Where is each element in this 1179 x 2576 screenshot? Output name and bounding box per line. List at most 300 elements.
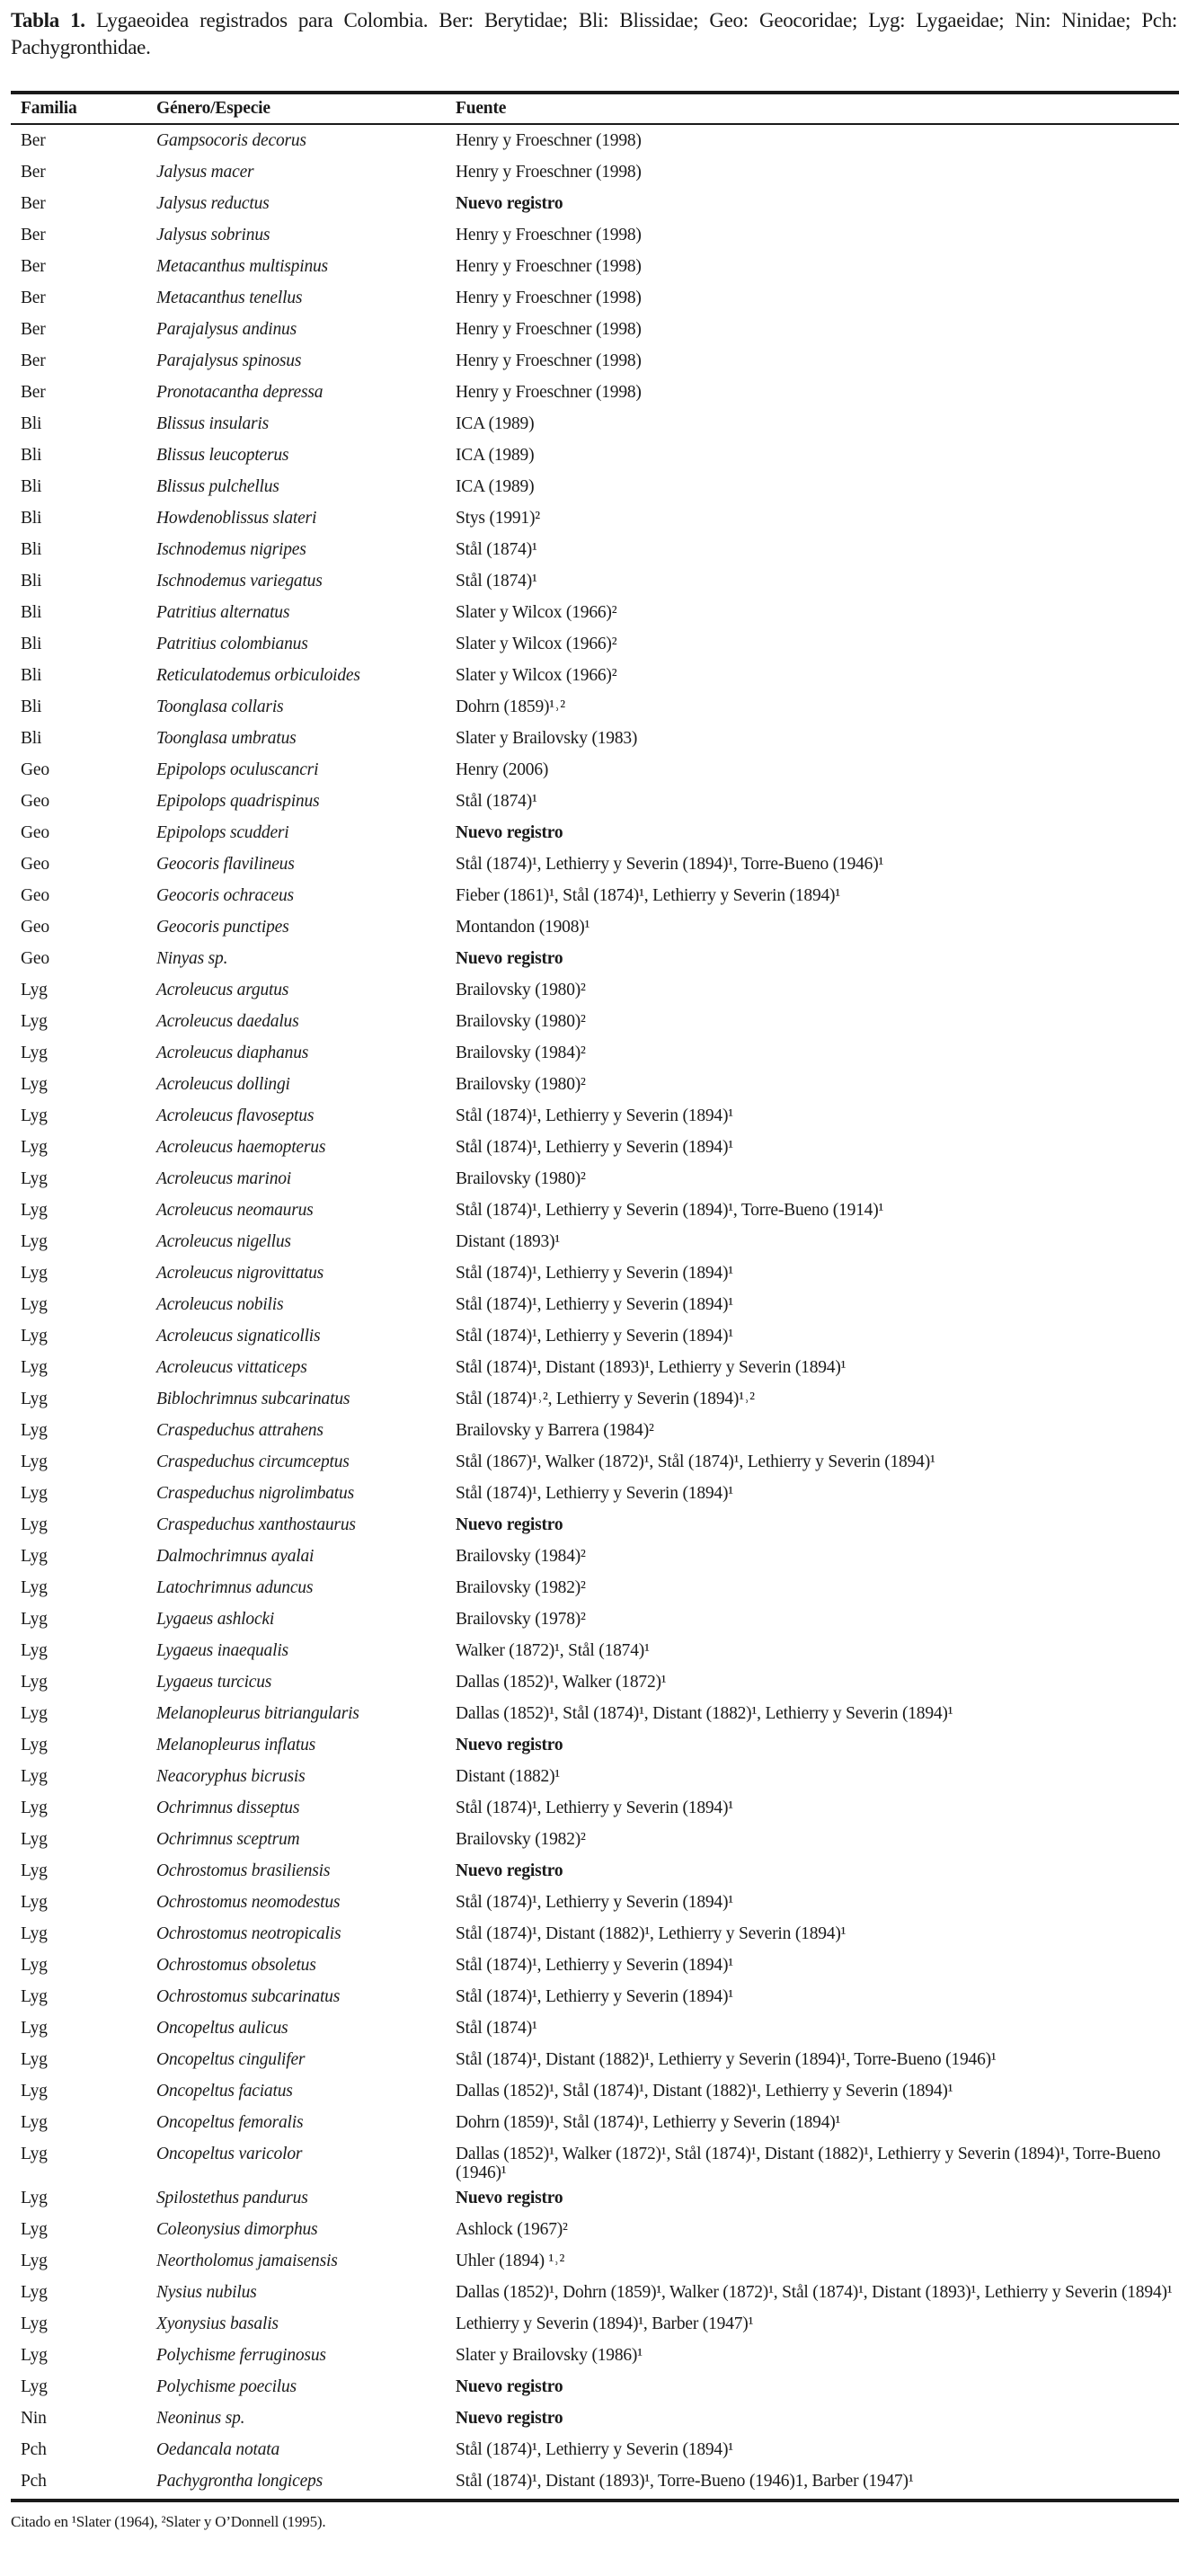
table-row xyxy=(11,2277,1179,2308)
fuente-cell: Brailovsky (1984)² xyxy=(456,1044,586,1062)
fuente-cell: Walker (1872)¹, Stål (1874)¹ xyxy=(456,1641,650,1660)
familia-cell: Bli xyxy=(21,666,42,685)
table-row xyxy=(11,660,1179,691)
species-cell: Geocoris punctipes xyxy=(156,918,289,937)
familia-cell: Lyg xyxy=(21,2346,48,2365)
table-row xyxy=(11,502,1179,534)
table-row xyxy=(11,2012,1179,2044)
species-cell: Ochrostomus brasiliensis xyxy=(156,1861,331,1880)
fuente-cell: Dallas (1852)¹, Dohrn (1859)¹, Walker (1872)¹, Stål (1874)¹, Distant (1893)¹, Lethierry y Severin (1894)¹ xyxy=(456,2283,1173,2302)
species-cell: Neortholomus jamaisensis xyxy=(156,2252,338,2270)
header-genero-especie: Género/Especie xyxy=(156,99,270,118)
familia-cell: Lyg xyxy=(21,2252,48,2270)
species-cell: Ochrimnus disseptus xyxy=(156,1799,300,1817)
species-cell: Ischnodemus variegatus xyxy=(156,572,323,591)
familia-cell: Lyg xyxy=(21,1358,48,1377)
table-row xyxy=(11,2044,1179,2075)
fuente-cell: Stål (1867)¹, Walker (1872)¹, Stål (1874)¹, Lethierry y Severin (1894)¹ xyxy=(456,1452,935,1471)
familia-cell: Bli xyxy=(21,635,42,653)
species-cell: Oncopeltus femoralis xyxy=(156,2113,304,2132)
familia-cell: Lyg xyxy=(21,2189,48,2207)
fuente-cell: Brailovsky (1984)² xyxy=(456,1547,586,1566)
familia-cell: Lyg xyxy=(21,1893,48,1912)
species-cell: Metacanthus multispinus xyxy=(156,257,328,276)
species-cell: Blissus pulchellus xyxy=(156,477,279,496)
fuente-cell: Dallas (1852)¹, Stål (1874)¹, Distant (1882)¹, Lethierry y Severin (1894)¹ xyxy=(456,2082,953,2101)
table-row xyxy=(11,314,1179,345)
familia-cell: Geo xyxy=(21,792,49,811)
familia-cell: Lyg xyxy=(21,1452,48,1471)
species-cell: Ninyas sp. xyxy=(156,949,228,968)
fuente-cell: Stys (1991)² xyxy=(456,509,540,528)
table-row xyxy=(11,1918,1179,1950)
species-cell: Acroleucus flavoseptus xyxy=(156,1106,315,1125)
familia-cell: Lyg xyxy=(21,1830,48,1849)
table-row xyxy=(11,156,1179,188)
species-cell: Epipolops scudderi xyxy=(156,823,289,842)
fuente-cell: Stål (1874)¹, Lethierry y Severin (1894)¹ xyxy=(456,1327,733,1346)
table-row xyxy=(11,2340,1179,2371)
species-cell: Spilostethus pandurus xyxy=(156,2189,308,2207)
table-row xyxy=(11,1509,1179,1541)
fuente-cell: Stål (1874)¹, Lethierry y Severin (1894)¹ xyxy=(456,1893,733,1912)
familia-cell: Lyg xyxy=(21,1012,48,1031)
fuente-cell: Brailovsky (1982)² xyxy=(456,1830,586,1849)
fuente-cell: Stål (1874)¹, Lethierry y Severin (1894)¹ xyxy=(456,1264,733,1283)
fuente-cell: Henry y Froeschner (1998) xyxy=(456,289,642,307)
familia-cell: Lyg xyxy=(21,1232,48,1251)
table-row xyxy=(11,2245,1179,2277)
familia-cell: Lyg xyxy=(21,1956,48,1975)
species-cell: Lygaeus turcicus xyxy=(156,1673,272,1692)
familia-cell: Lyg xyxy=(21,1201,48,1220)
fuente-cell: Stål (1874)¹ xyxy=(456,540,537,559)
table-body xyxy=(11,125,1179,2497)
familia-cell: Lyg xyxy=(21,1987,48,2006)
species-cell: Blissus insularis xyxy=(156,414,270,433)
species-cell: Acroleucus marinoi xyxy=(156,1169,292,1188)
table-row xyxy=(11,1635,1179,1666)
fuente-cell: Dallas (1852)¹, Stål (1874)¹, Distant (1882)¹, Lethierry y Severin (1894)¹ xyxy=(456,1704,953,1723)
species-table xyxy=(11,91,1179,2531)
species-cell: Acroleucus nigrovittatus xyxy=(156,1264,324,1283)
familia-cell: Lyg xyxy=(21,1327,48,1346)
species-cell: Polychisme poecilus xyxy=(156,2377,297,2396)
species-cell: Melanopleurus inflatus xyxy=(156,1736,316,1754)
species-cell: Craspeduchus attrahens xyxy=(156,1421,324,1440)
table-row xyxy=(11,2214,1179,2245)
table-row xyxy=(11,1257,1179,1289)
familia-cell: Ber xyxy=(21,320,46,339)
fuente-cell: Nuevo registro xyxy=(456,1515,563,1534)
species-cell: Blissus leucopterus xyxy=(156,446,289,465)
fuente-cell: Distant (1893)¹ xyxy=(456,1232,561,1251)
familia-cell: Lyg xyxy=(21,1106,48,1125)
species-cell: Geocoris ochraceus xyxy=(156,886,294,905)
fuente-cell: Slater y Brailovsky (1986)¹ xyxy=(456,2346,643,2365)
familia-cell: Lyg xyxy=(21,2145,48,2163)
table-row xyxy=(11,345,1179,377)
fuente-cell: Nuevo registro xyxy=(456,823,563,842)
table-row xyxy=(11,1226,1179,1257)
table-row xyxy=(11,1289,1179,1320)
fuente-cell: Fieber (1861)¹, Stål (1874)¹, Lethierry y Severin (1894)¹ xyxy=(456,886,840,905)
table-row xyxy=(11,1383,1179,1415)
species-cell: Polychisme ferruginosus xyxy=(156,2346,326,2365)
familia-cell: Lyg xyxy=(21,1169,48,1188)
species-cell: Patritius alternatus xyxy=(156,603,290,622)
fuente-cell: Nuevo registro xyxy=(456,1736,563,1754)
table-row xyxy=(11,2107,1179,2138)
species-cell: Ochrostomus neotropicalis xyxy=(156,1924,341,1943)
fuente-cell: ICA (1989) xyxy=(456,414,535,433)
fuente-cell: Stål (1874)¹ xyxy=(456,572,537,591)
species-cell: Neoninus sp. xyxy=(156,2409,245,2428)
familia-cell: Ber xyxy=(21,131,46,150)
fuente-cell: Henry y Froeschner (1998) xyxy=(456,226,642,244)
familia-cell: Lyg xyxy=(21,981,48,999)
table-row xyxy=(11,880,1179,911)
species-cell: Oedancala notata xyxy=(156,2440,280,2459)
table-row xyxy=(11,2075,1179,2107)
table-row xyxy=(11,1478,1179,1509)
familia-cell: Ber xyxy=(21,226,46,244)
fuente-cell: Henry y Froeschner (1998) xyxy=(456,257,642,276)
familia-cell: Geo xyxy=(21,918,49,937)
fuente-cell: Stål (1874)¹, Lethierry y Severin (1894)¹ xyxy=(456,1484,733,1503)
table-row xyxy=(11,1352,1179,1383)
species-cell: Acroleucus signaticollis xyxy=(156,1327,321,1346)
table-footnote: Citado en ¹Slater (1964), ²Slater y O’Donnell (1995). xyxy=(11,2513,326,2530)
table-row xyxy=(11,2403,1179,2434)
fuente-cell: Stål (1874)¹, Lethierry y Severin (1894)¹, Torre-Bueno (1946)¹ xyxy=(456,855,884,874)
familia-cell: Lyg xyxy=(21,1484,48,1503)
species-cell: Oncopeltus aulicus xyxy=(156,2019,288,2038)
species-cell: Craspeduchus circumceptus xyxy=(156,1452,350,1471)
table-row xyxy=(11,440,1179,471)
familia-cell: Lyg xyxy=(21,1861,48,1880)
fuente-cell: Nuevo registro xyxy=(456,2409,563,2428)
species-cell: Lygaeus inaequalis xyxy=(156,1641,288,1660)
familia-cell: Ber xyxy=(21,289,46,307)
fuente-cell: Slater y Wilcox (1966)² xyxy=(456,603,617,622)
species-cell: Pronotacantha depressa xyxy=(156,383,324,402)
fuente-cell: ICA (1989) xyxy=(456,446,535,465)
fuente-cell: Stål (1874)¹, Distant (1893)¹, Torre-Bueno (1946)1, Barber (1947)¹ xyxy=(456,2472,914,2491)
familia-cell: Lyg xyxy=(21,1578,48,1597)
table-row xyxy=(11,723,1179,754)
table-row xyxy=(11,2182,1179,2214)
species-cell: Oncopeltus varicolor xyxy=(156,2145,303,2163)
fuente-cell: Henry y Froeschner (1998) xyxy=(456,163,642,182)
fuente-cell: Uhler (1894) ¹˒² xyxy=(456,2252,565,2270)
species-cell: Dalmochrimnus ayalai xyxy=(156,1547,315,1566)
table-row xyxy=(11,219,1179,251)
fuente-cell: Stål (1874)¹, Lethierry y Severin (1894)¹, Torre-Bueno (1914)¹ xyxy=(456,1201,884,1220)
table-row xyxy=(11,565,1179,597)
table-row xyxy=(11,1887,1179,1918)
table-row xyxy=(11,2308,1179,2340)
fuente-cell: Dallas (1852)¹, Walker (1872)¹, Stål (1874)¹, Distant (1882)¹, Lethierry y Severin (1894)¹, Torre-Bueno (1946)¹ xyxy=(456,2145,1161,2182)
species-cell: Ochrimnus sceptrum xyxy=(156,1830,300,1849)
table-row xyxy=(11,1163,1179,1195)
table-row xyxy=(11,974,1179,1006)
familia-cell: Lyg xyxy=(21,1610,48,1629)
table-row xyxy=(11,691,1179,723)
fuente-cell: Stål (1874)¹, Lethierry y Severin (1894)¹ xyxy=(456,1987,733,2006)
fuente-cell: Dallas (1852)¹, Walker (1872)¹ xyxy=(456,1673,667,1692)
familia-cell: Lyg xyxy=(21,2220,48,2239)
header-familia: Familia xyxy=(21,99,77,118)
species-cell: Reticulatodemus orbiculoides xyxy=(156,666,360,685)
familia-cell: Ber xyxy=(21,257,46,276)
familia-cell: Lyg xyxy=(21,1421,48,1440)
table-row xyxy=(11,1792,1179,1824)
table-caption xyxy=(11,7,1177,61)
fuente-cell: Nuevo registro xyxy=(456,1861,563,1880)
familia-cell: Geo xyxy=(21,855,49,874)
familia-cell: Lyg xyxy=(21,2283,48,2302)
table-row xyxy=(11,1698,1179,1729)
fuente-cell: Lethierry y Severin (1894)¹, Barber (1947)¹ xyxy=(456,2314,754,2333)
species-cell: Geocoris flavilineus xyxy=(156,855,295,874)
fuente-cell: Stål (1874)¹˒², Lethierry y Severin (1894)¹˒² xyxy=(456,1390,755,1408)
familia-cell: Lyg xyxy=(21,2019,48,2038)
fuente-cell: Distant (1882)¹ xyxy=(456,1767,561,1786)
species-cell: Gampsocoris decorus xyxy=(156,131,306,150)
table-row xyxy=(11,943,1179,974)
familia-cell: Lyg xyxy=(21,1044,48,1062)
familia-cell: Lyg xyxy=(21,2113,48,2132)
fuente-cell: Stål (1874)¹, Lethierry y Severin (1894)¹ xyxy=(456,1138,733,1157)
species-cell: Pachygrontha longiceps xyxy=(156,2472,323,2491)
fuente-cell: Brailovsky (1980)² xyxy=(456,1012,586,1031)
familia-cell: Lyg xyxy=(21,1547,48,1566)
table-row xyxy=(11,2434,1179,2465)
familia-cell: Ber xyxy=(21,383,46,402)
fuente-cell: Slater y Wilcox (1966)² xyxy=(456,635,617,653)
familia-cell: Lyg xyxy=(21,2314,48,2333)
fuente-cell: Dohrn (1859)¹, Stål (1874)¹, Lethierry y Severin (1894)¹ xyxy=(456,2113,841,2132)
table-row xyxy=(11,1446,1179,1478)
table-row xyxy=(11,1037,1179,1069)
familia-cell: Pch xyxy=(21,2472,47,2491)
table-row xyxy=(11,377,1179,408)
species-cell: Lygaeus ashlocki xyxy=(156,1610,275,1629)
species-cell: Acroleucus nobilis xyxy=(156,1295,284,1314)
table-row xyxy=(11,911,1179,943)
species-cell: Coleonysius dimorphus xyxy=(156,2220,318,2239)
header-fuente: Fuente xyxy=(456,99,507,118)
fuente-cell: Stål (1874)¹ xyxy=(456,792,537,811)
familia-cell: Lyg xyxy=(21,2050,48,2069)
fuente-cell: Nuevo registro xyxy=(456,194,563,213)
species-cell: Jalysus sobrinus xyxy=(156,226,270,244)
table-row xyxy=(11,1950,1179,1981)
table-row xyxy=(11,628,1179,660)
table-row xyxy=(11,1006,1179,1037)
fuente-cell: Henry y Froeschner (1998) xyxy=(456,383,642,402)
species-cell: Acroleucus diaphanus xyxy=(156,1044,309,1062)
familia-cell: Lyg xyxy=(21,1767,48,1786)
species-cell: Epipolops quadrispinus xyxy=(156,792,320,811)
species-cell: Parajalysus andinus xyxy=(156,320,297,339)
species-cell: Acroleucus daedalus xyxy=(156,1012,299,1031)
fuente-cell: Henry (2006) xyxy=(456,760,549,779)
familia-cell: Lyg xyxy=(21,1673,48,1692)
fuente-cell: Henry y Froeschner (1998) xyxy=(456,320,642,339)
species-cell: Jalysus macer xyxy=(156,163,254,182)
species-cell: Jalysus reductus xyxy=(156,194,270,213)
familia-cell: Bli xyxy=(21,729,42,748)
species-cell: Acroleucus nigellus xyxy=(156,1232,291,1251)
fuente-cell: Stål (1874)¹, Lethierry y Severin (1894)¹ xyxy=(456,2440,733,2459)
species-cell: Ochrostomus subcarinatus xyxy=(156,1987,341,2006)
table-row xyxy=(11,597,1179,628)
species-cell: Nysius nubilus xyxy=(156,2283,257,2302)
species-cell: Metacanthus tenellus xyxy=(156,289,303,307)
species-cell: Latochrimnus aduncus xyxy=(156,1578,314,1597)
fuente-cell: Stål (1874)¹, Lethierry y Severin (1894)¹ xyxy=(456,1106,733,1125)
fuente-cell: Brailovsky (1978)² xyxy=(456,1610,586,1629)
fuente-cell: Henry y Froeschner (1998) xyxy=(456,131,642,150)
species-cell: Acroleucus haemopterus xyxy=(156,1138,326,1157)
fuente-cell: Montandon (1908)¹ xyxy=(456,918,590,937)
familia-cell: Pch xyxy=(21,2440,47,2459)
table-row xyxy=(11,1320,1179,1352)
species-cell: Acroleucus argutus xyxy=(156,981,289,999)
species-cell: Acroleucus vittaticeps xyxy=(156,1358,307,1377)
table-row xyxy=(11,125,1179,156)
fuente-cell: Brailovsky (1980)² xyxy=(456,981,586,999)
familia-cell: Lyg xyxy=(21,1264,48,1283)
species-cell: Ochrostomus obsoletus xyxy=(156,1956,316,1975)
species-cell: Ischnodemus nigripes xyxy=(156,540,306,559)
table-row xyxy=(11,848,1179,880)
table-row xyxy=(11,1981,1179,2012)
species-cell: Biblochrimnus subcarinatus xyxy=(156,1390,350,1408)
species-cell: Parajalysus spinosus xyxy=(156,351,302,370)
familia-cell: Lyg xyxy=(21,1799,48,1817)
table-row xyxy=(11,282,1179,314)
species-cell: Acroleucus neomaurus xyxy=(156,1201,314,1220)
familia-cell: Lyg xyxy=(21,1924,48,1943)
species-cell: Oncopeltus faciatus xyxy=(156,2082,293,2101)
familia-cell: Bli xyxy=(21,446,42,465)
familia-cell: Bli xyxy=(21,414,42,433)
fuente-cell: Nuevo registro xyxy=(456,949,563,968)
fuente-cell: Nuevo registro xyxy=(456,2377,563,2396)
table-row xyxy=(11,817,1179,848)
table-row xyxy=(11,1415,1179,1446)
table-row xyxy=(11,1729,1179,1761)
table-row xyxy=(11,786,1179,817)
fuente-cell: Dohrn (1859)¹˒² xyxy=(456,697,565,716)
familia-cell: Lyg xyxy=(21,1390,48,1408)
fuente-cell: Stål (1874)¹, Distant (1893)¹, Lethierry y Severin (1894)¹ xyxy=(456,1358,847,1377)
familia-cell: Bli xyxy=(21,540,42,559)
species-cell: Craspeduchus xanthostaurus xyxy=(156,1515,356,1534)
familia-cell: Lyg xyxy=(21,1295,48,1314)
fuente-cell: Stål (1874)¹, Distant (1882)¹, Lethierry y Severin (1894)¹ xyxy=(456,1924,847,1943)
table-row xyxy=(11,251,1179,282)
table-row xyxy=(11,188,1179,219)
familia-cell: Lyg xyxy=(21,2082,48,2101)
familia-cell: Lyg xyxy=(21,1515,48,1534)
table-row xyxy=(11,1069,1179,1100)
fuente-cell: Stål (1874)¹, Distant (1882)¹, Lethierry y Severin (1894)¹, Torre-Bueno (1946)¹ xyxy=(456,2050,997,2069)
familia-cell: Lyg xyxy=(21,1138,48,1157)
species-cell: Ochrostomus neomodestus xyxy=(156,1893,341,1912)
species-cell: Craspeduchus nigrolimbatus xyxy=(156,1484,354,1503)
familia-cell: Ber xyxy=(21,351,46,370)
familia-cell: Bli xyxy=(21,572,42,591)
table-row xyxy=(11,1666,1179,1698)
familia-cell: Ber xyxy=(21,194,46,213)
familia-cell: Bli xyxy=(21,477,42,496)
familia-cell: Lyg xyxy=(21,1641,48,1660)
fuente-cell: Stål (1874)¹, Lethierry y Severin (1894)¹ xyxy=(456,1799,733,1817)
species-cell: Patritius colombianus xyxy=(156,635,308,653)
familia-cell: Ber xyxy=(21,163,46,182)
familia-cell: Geo xyxy=(21,760,49,779)
table-header xyxy=(11,94,1179,123)
familia-cell: Bli xyxy=(21,603,42,622)
familia-cell: Lyg xyxy=(21,2377,48,2396)
table-row xyxy=(11,1824,1179,1855)
fuente-cell: Brailovsky (1980)² xyxy=(456,1075,586,1094)
fuente-cell: ICA (1989) xyxy=(456,477,535,496)
familia-cell: Geo xyxy=(21,823,49,842)
familia-cell: Bli xyxy=(21,509,42,528)
familia-cell: Nin xyxy=(21,2409,47,2428)
caption-label: Tabla 1. xyxy=(11,9,85,31)
species-cell: Toonglasa umbratus xyxy=(156,729,297,748)
species-cell: Oncopeltus cingulifer xyxy=(156,2050,306,2069)
table-row xyxy=(11,754,1179,786)
fuente-cell: Nuevo registro xyxy=(456,2189,563,2207)
fuente-cell: Stål (1874)¹ xyxy=(456,2019,537,2038)
fuente-cell: Brailovsky y Barrera (1984)² xyxy=(456,1421,654,1440)
table-row xyxy=(11,1572,1179,1603)
familia-cell: Lyg xyxy=(21,1704,48,1723)
table-row xyxy=(11,1195,1179,1226)
familia-cell: Lyg xyxy=(21,1075,48,1094)
table-row xyxy=(11,2465,1179,2497)
fuente-cell: Henry y Froeschner (1998) xyxy=(456,351,642,370)
familia-cell: Geo xyxy=(21,949,49,968)
fuente-cell: Stål (1874)¹, Lethierry y Severin (1894)¹ xyxy=(456,1295,733,1314)
table-row xyxy=(11,471,1179,502)
table-row xyxy=(11,534,1179,565)
fuente-cell: Ashlock (1967)² xyxy=(456,2220,568,2239)
species-cell: Howdenoblissus slateri xyxy=(156,509,317,528)
table-row xyxy=(11,408,1179,440)
species-cell: Acroleucus dollingi xyxy=(156,1075,290,1094)
table-row xyxy=(11,1132,1179,1163)
table-row xyxy=(11,1603,1179,1635)
table-row xyxy=(11,2371,1179,2403)
species-cell: Neacoryphus bicrusis xyxy=(156,1767,306,1786)
species-cell: Xyonysius basalis xyxy=(156,2314,279,2333)
caption-text: Lygaeoidea registrados para Colombia. Ber: Berytidae; Bli: Blissidae; Geo: Geocoridae; Lyg: Lygaeidae; Nin: Ninidae; Pch: Pachygronthidae. xyxy=(11,9,1178,58)
familia-cell: Geo xyxy=(21,886,49,905)
table-row xyxy=(11,2138,1179,2182)
familia-cell: Bli xyxy=(21,697,42,716)
fuente-cell: Slater y Wilcox (1966)² xyxy=(456,666,617,685)
table-row xyxy=(11,1100,1179,1132)
table-row xyxy=(11,1541,1179,1572)
